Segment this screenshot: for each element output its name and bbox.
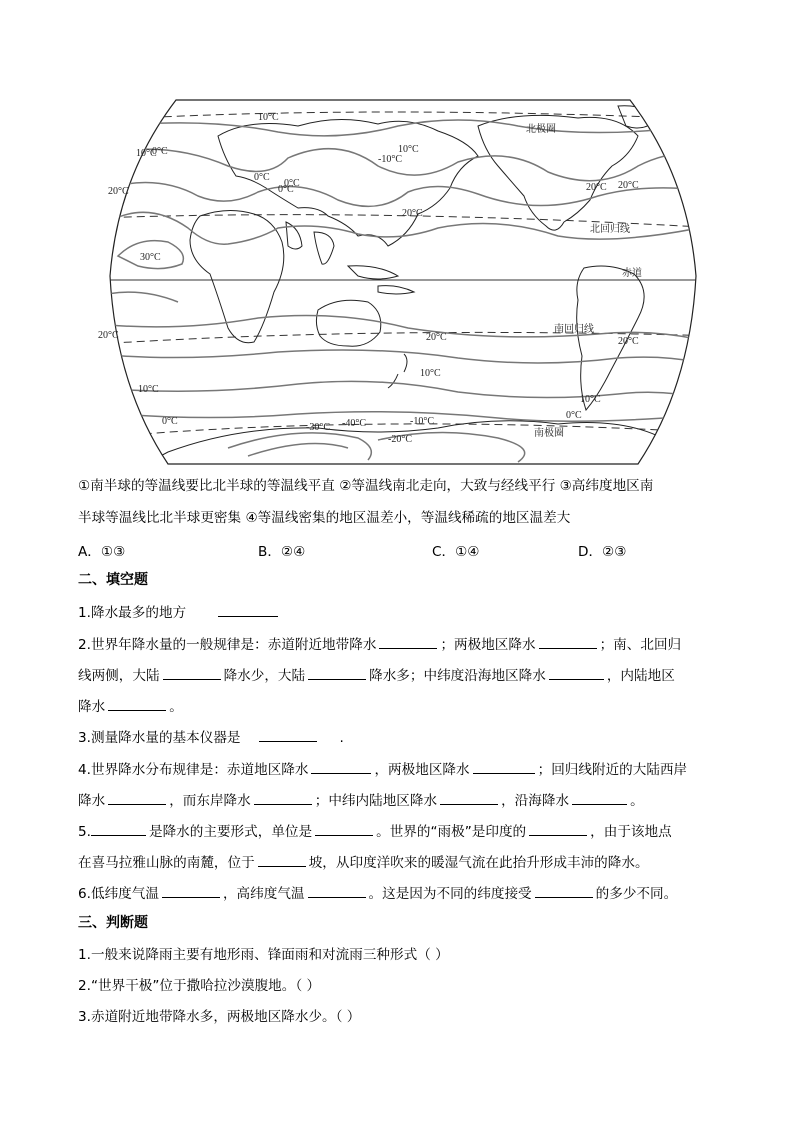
q2-text: 降水少，大陆: [223, 668, 306, 684]
q6-text: 。这是因为不同的纬度接受: [368, 886, 532, 902]
iso-label: 0°C: [254, 172, 270, 183]
iso-label: 10°C: [420, 368, 441, 379]
answer-blank[interactable]: [259, 727, 317, 742]
iso-label: 20°C: [108, 186, 129, 197]
iso-label: 10°C: [136, 148, 157, 159]
answer-blank[interactable]: [163, 665, 221, 680]
equator-label: 赤道: [622, 268, 642, 279]
tropic-s-label: 南回归线: [554, 324, 594, 335]
iso-label: 0°C: [566, 410, 582, 421]
q2-text: ，内陆地区: [606, 668, 675, 684]
world-isotherm-map: [78, 96, 728, 468]
q5-text: 在喜马拉雅山脉的南麓，位于: [78, 855, 255, 871]
q6-text: 6.低纬度气温: [78, 886, 159, 902]
answer-blank[interactable]: [308, 665, 366, 680]
answer-blank[interactable]: [218, 602, 278, 617]
iso-label: -20°C: [388, 434, 412, 445]
answer-blank[interactable]: [539, 634, 597, 649]
q5-text: ，由于该地点: [590, 824, 672, 840]
question-line-2: 半球等温线比北半球更密集 ④等温线密集的地区温差小，等温线稀疏的地区温差大: [78, 510, 571, 526]
answer-blank[interactable]: [315, 821, 373, 836]
fill-q1: [78, 602, 281, 623]
iso-label: 0°C: [278, 184, 294, 195]
q4-text: ，沿海降水: [501, 793, 570, 809]
arctic-label: 北极圈: [526, 124, 556, 135]
q4-text: 。: [630, 793, 644, 809]
answer-blank[interactable]: [108, 790, 166, 805]
iso-label: 20°C: [618, 180, 639, 191]
iso-label: 30°C: [140, 252, 161, 263]
answer-blank[interactable]: [258, 852, 306, 867]
judge-q3[interactable]: 3.赤道附近地带降水多，两极地区降水少。（ ）: [78, 1009, 361, 1025]
q2-text: 。: [169, 699, 183, 715]
q2-text: 降水: [78, 699, 106, 715]
option-b[interactable]: B．②④: [258, 544, 306, 560]
iso-label: 10°C: [258, 112, 279, 123]
q5-text: 坡，从印度洋吹来的暖湿气流在此抬升形成丰沛的降水。: [308, 855, 649, 871]
fill-q2-line3: [78, 696, 183, 717]
fill-q6: [78, 883, 677, 904]
iso-label: 20°C: [402, 208, 423, 219]
tropic-n-label: 北回归线: [590, 224, 630, 235]
q2-text: 2.世界年降水量的一般规律是：赤道附近地带降水: [78, 637, 377, 653]
answer-blank[interactable]: [308, 883, 366, 898]
q3-text: 3.测量降水量的基本仪器是: [78, 730, 241, 746]
q6-text: ，高纬度气温: [222, 886, 305, 902]
q2-text: ；南、北回归: [599, 637, 682, 653]
iso-label: -40°C: [342, 418, 366, 429]
fill-q2-line2: [78, 665, 675, 686]
answer-blank[interactable]: [254, 790, 312, 805]
fill-q4-line2: [78, 790, 644, 811]
fill-q4-line1: [78, 759, 687, 780]
answer-blank[interactable]: [108, 696, 166, 711]
answer-blank[interactable]: [572, 790, 627, 805]
section-3-title: 三、判断题: [78, 915, 148, 931]
judge-q2[interactable]: 2.“世界干极”位于撒哈拉沙漠腹地。（ ）: [78, 978, 321, 994]
fill-q5-line2: [78, 852, 649, 873]
fill-q5-line1: [78, 821, 672, 842]
q4-text: ；回归线附近的大陆西岸: [537, 762, 688, 778]
answer-blank[interactable]: [162, 883, 220, 898]
answer-blank[interactable]: [473, 759, 535, 774]
fill-q3: [78, 727, 344, 748]
answer-blank[interactable]: [311, 759, 371, 774]
iso-label: 10°C: [398, 144, 419, 155]
iso-label: 20°C: [426, 332, 447, 343]
q4-text: 4.世界降水分布规律是：赤道地区降水: [78, 762, 309, 778]
q4-text: 降水: [78, 793, 106, 809]
iso-label: 20°C: [98, 330, 119, 341]
q2-text: 降水多；中纬度沿海地区降水: [369, 668, 546, 684]
q2-text: 线两侧，大陆: [78, 668, 160, 684]
question-line-1: ①南半球的等温线要比北半球的等温线平直 ②等温线南北走向，大致与经线平行 ③高纬度地区南: [78, 478, 654, 494]
answer-blank[interactable]: [379, 634, 437, 649]
q4-text: ，而东岸降水: [169, 793, 251, 809]
iso-label: 20°C: [618, 336, 639, 347]
answer-blank[interactable]: [535, 883, 593, 898]
iso-label: -10°C: [378, 154, 402, 165]
fill-q2-line1: [78, 634, 681, 655]
q5-text: 。世界的“雨极”是印度的: [376, 824, 527, 840]
q4-text: ，两极地区降水: [374, 762, 470, 778]
q2-text: ；两极地区降水: [440, 637, 536, 653]
answer-blank[interactable]: [549, 665, 604, 680]
iso-label: 10°C: [138, 384, 159, 395]
q4-text: ；中纬内陆地区降水: [314, 793, 438, 809]
iso-label: 20°C: [586, 182, 607, 193]
option-d[interactable]: D．②③: [578, 544, 627, 560]
option-a[interactable]: A．①③: [78, 544, 126, 560]
iso-label: 10°C: [580, 394, 601, 405]
answer-blank[interactable]: [91, 821, 146, 836]
iso-label: 0°C: [152, 146, 168, 157]
answer-blank[interactable]: [440, 790, 498, 805]
judge-q1[interactable]: 1.一般来说降雨主要有地形雨、锋面雨和对流雨三种形式（ ）: [78, 947, 449, 963]
answer-blank[interactable]: [529, 821, 587, 836]
iso-label: 0°C: [162, 416, 178, 427]
q5-text: 是降水的主要形式，单位是: [148, 824, 313, 840]
q3-text: .: [339, 730, 344, 746]
section-2-title: 二、填空题: [78, 572, 148, 588]
q6-text: 的多少不同。: [595, 886, 678, 902]
option-c[interactable]: C．①④: [432, 544, 480, 560]
iso-label: -30°C: [306, 422, 330, 433]
iso-label: -10°C: [410, 416, 434, 427]
iso-label: 0°C: [284, 178, 300, 189]
antarctic-label: 南极圈: [534, 428, 564, 439]
q5-text: 5.: [78, 824, 91, 840]
q1-text: 1.降水最多的地方: [78, 605, 187, 621]
